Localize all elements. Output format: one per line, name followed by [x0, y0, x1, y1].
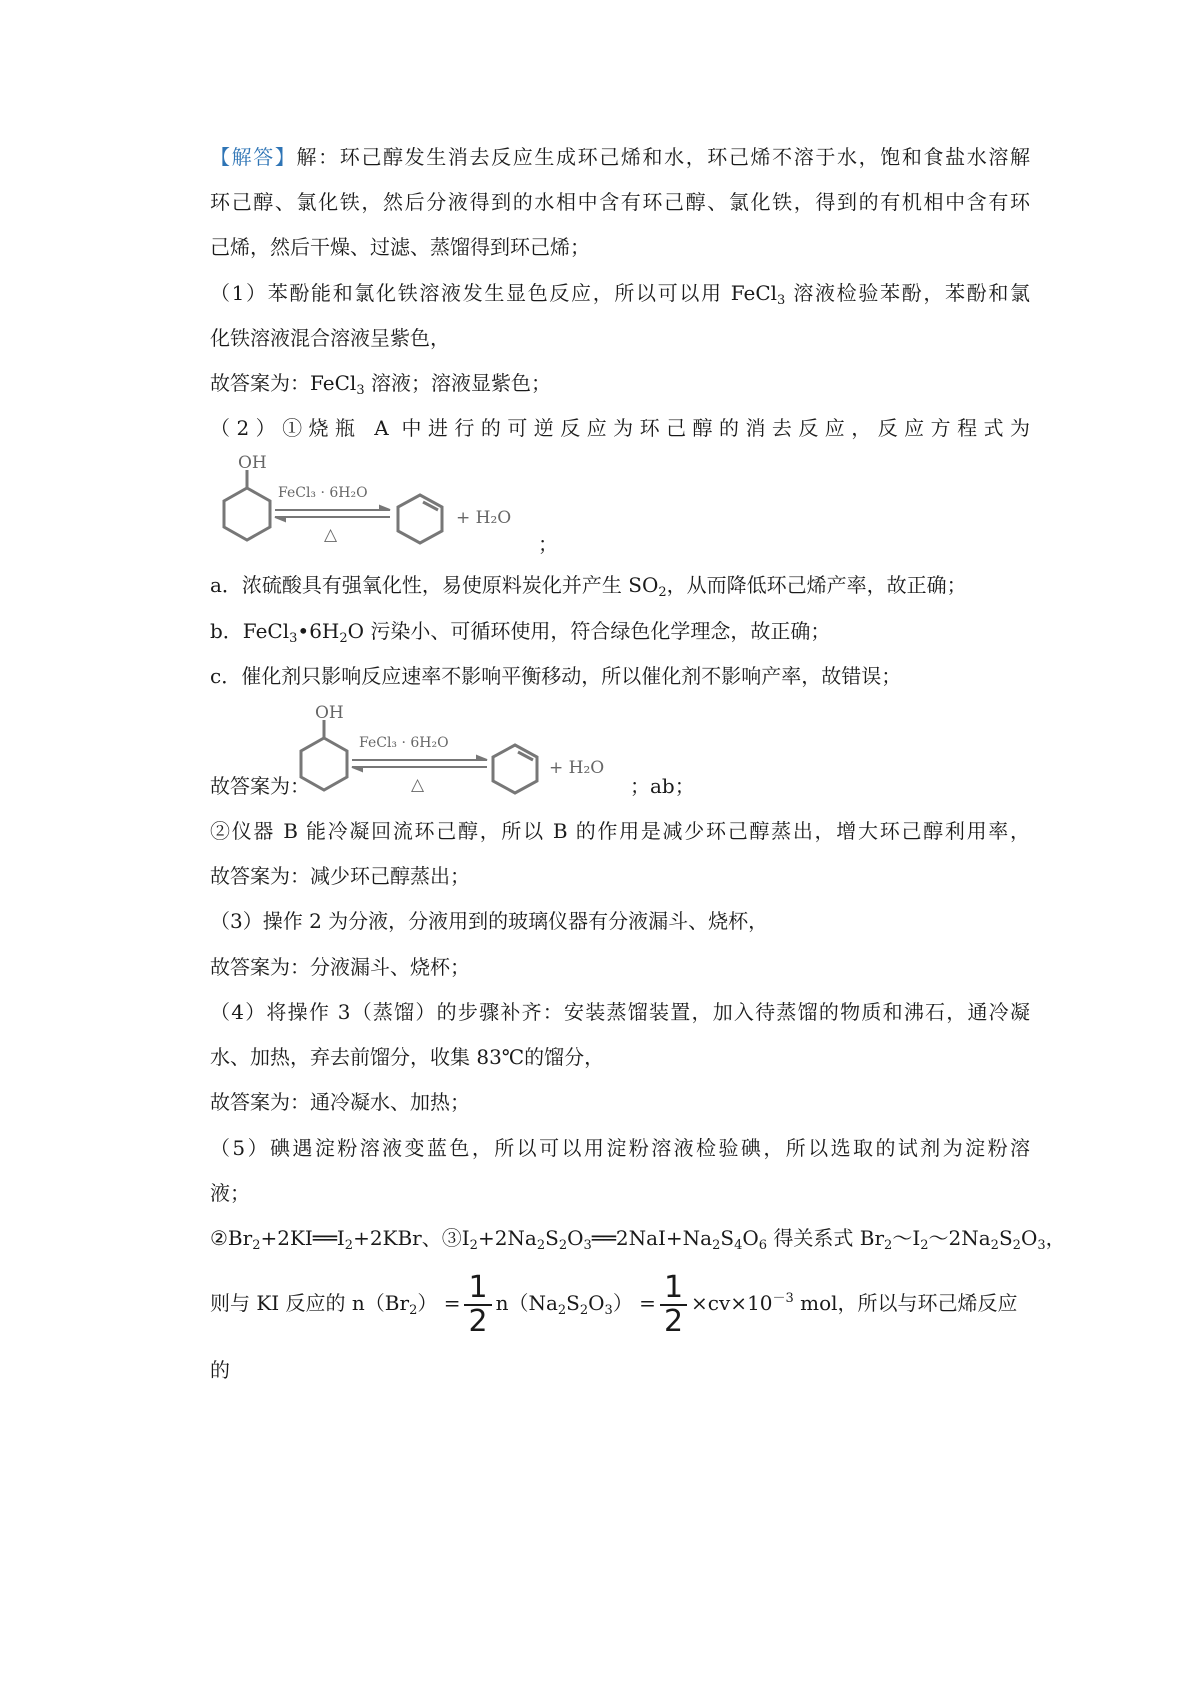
subscript: 3 — [777, 293, 786, 308]
superscript: －3 — [772, 1291, 794, 1306]
text-line-5: 化铁溶液混合溶液呈紫色， — [210, 326, 450, 350]
text-line-2: 环己醇、氯化铁，然后分液得到的水相中含有环己醇、氯化铁，得到的有机相中含有环 — [210, 190, 1030, 214]
text-seg: （1）苯酚能和氯化铁溶液发生显色反应，所以可以用 FeCl — [210, 281, 778, 305]
answer-label: 解答 — [231, 145, 275, 169]
text-seg: ②Br — [210, 1226, 253, 1250]
text-line-b — [210, 617, 1030, 645]
fraction-numerator: 1 — [464, 1272, 491, 1306]
oh-label: OH — [315, 703, 344, 723]
text-line-19: 故答案为：通冷凝水、加热； — [210, 1090, 470, 1114]
catalyst-label: FeCl₃ · 6H₂O — [359, 735, 449, 751]
water-product: + H₂O — [549, 758, 605, 778]
text-seg: 则与 KI 反应的 n（Br — [210, 1291, 410, 1315]
text-seg: S — [566, 1291, 580, 1315]
text-seg: O — [742, 1226, 759, 1250]
text-line-17: （4）将操作 3（蒸馏）的步骤补齐：安装蒸馏装置，加入待蒸馏的物质和沸石，通冷凝 — [210, 1000, 1030, 1024]
text-line-21: 液； — [210, 1181, 250, 1205]
fraction-one-half — [660, 1269, 687, 1339]
cyclohexanol-structure — [224, 470, 270, 540]
text-line-3: 己烯，然后干燥、过滤、蒸馏得到环己烯； — [210, 235, 590, 259]
subscript: 3 — [583, 1238, 592, 1253]
text-line-18: 水、加热，弃去前馏分，收集 83℃的馏分， — [210, 1045, 605, 1069]
reaction-scheme-1 — [210, 450, 540, 562]
text-seg: ） = — [612, 1291, 656, 1315]
text-seg: •6H — [297, 619, 340, 643]
subscript: 3 — [1037, 1238, 1046, 1253]
text-line-13: ②仪器 B 能冷凝回流环己醇，所以 B 的作用是减少环己醇蒸出，增大环己醇利用率， — [210, 819, 1030, 843]
text-seg: ） = — [417, 1291, 461, 1315]
text-line-7: （2）①烧瓶 A 中进行的可逆反应为环己醇的消去反应，反应方程式为 — [210, 416, 1030, 440]
fraction-one-half — [464, 1269, 491, 1339]
subscript: 2 — [558, 1238, 568, 1253]
text-seg: O 污染小、可循环使用，符合绿色化学理念，故正确； — [347, 619, 831, 643]
heat-symbol: △ — [411, 775, 425, 795]
text-seg: a．浓硫酸具有强氧化性，易使原料炭化并产生 SO — [210, 573, 659, 597]
text-seg: S — [545, 1226, 559, 1250]
text-line-a — [210, 571, 1030, 599]
answer-intro: 解：环己醇发生消去反应生成环己烯和水，环己烯不溶于水，饱和食盐水溶解 — [296, 145, 1031, 169]
text-line-answer-2 — [210, 772, 1030, 800]
text-seg: O — [588, 1291, 605, 1315]
fraction-numerator: 1 — [660, 1272, 687, 1306]
text-line-15: （3）操作 2 为分液，分液用到的玻璃仪器有分液漏斗、烧杯， — [210, 909, 769, 933]
subscript: 2 — [990, 1238, 999, 1253]
text-seg: 溶液；溶液显紫色； — [364, 371, 551, 395]
heat-symbol: △ — [324, 525, 338, 545]
text-line-16: 故答案为：分液漏斗、烧杯； — [210, 955, 470, 979]
answer-bracket-open: 【 — [210, 145, 232, 169]
text-seg: ，从而降低环己烯产率，故正确； — [666, 573, 967, 597]
text-seg: 得关系式 Br — [767, 1226, 885, 1250]
text-seg: O — [1020, 1226, 1038, 1250]
subscript: 2 — [557, 1303, 567, 1318]
subscript: 2 — [339, 631, 348, 646]
fraction-denominator: 2 — [468, 1303, 488, 1339]
water-product: + H₂O — [456, 508, 512, 528]
oh-label: OH — [238, 453, 267, 473]
subscript: 2 — [536, 1238, 546, 1253]
subscript: 2 — [712, 1238, 721, 1253]
text-line-24: 的 — [210, 1358, 230, 1382]
subscript: 2 — [1012, 1238, 1021, 1253]
subscript: 6 — [758, 1238, 768, 1253]
answer-bracket-close: 】 — [274, 145, 297, 169]
subscript: 2 — [920, 1238, 929, 1253]
answer-header-line — [210, 143, 1030, 171]
subscript: 2 — [344, 1238, 354, 1253]
text-line-c: c．催化剂只影响反应速率不影响平衡移动，所以催化剂不影响产率，故错误； — [210, 664, 902, 688]
equilibrium-arrow — [275, 506, 390, 521]
subscript: 2 — [658, 585, 667, 600]
text-line-22 — [210, 1224, 1066, 1253]
text-seg: ～2Na — [928, 1226, 991, 1250]
subscript: 2 — [469, 1238, 478, 1253]
text-line-20: （5）碘遇淀粉溶液变蓝色，所以可以用淀粉溶液检验碘，所以选取的试剂为淀粉溶 — [210, 1136, 1030, 1160]
subscript: 2 — [409, 1303, 418, 1318]
subscript: 2 — [579, 1303, 589, 1318]
subscript: 3 — [289, 631, 298, 646]
cyclohexene-structure — [398, 495, 442, 543]
text-seg: 溶液检验苯酚，苯酚和氯 — [785, 281, 1031, 305]
subscript: 2 — [252, 1238, 261, 1253]
answer-2-suffix: ；ab； — [630, 774, 695, 798]
text-line-4 — [210, 279, 1030, 307]
text-seg: 故答案为： — [210, 774, 310, 798]
text-seg: ×cv×10 — [691, 1291, 773, 1315]
text-seg: 故答案为：FeCl — [210, 371, 357, 395]
text-seg: b．FeCl — [210, 619, 290, 643]
text-line-23 — [210, 1268, 1030, 1338]
text-line-6 — [210, 369, 1030, 397]
text-seg: S — [720, 1226, 735, 1250]
text-seg: +2KI══I — [260, 1226, 345, 1250]
subscript: 2 — [884, 1238, 893, 1253]
fraction-denominator: 2 — [663, 1303, 684, 1339]
text-seg: n（Na — [495, 1291, 558, 1315]
catalyst-label: FeCl₃ · 6H₂O — [278, 485, 368, 501]
text-seg: +2Na — [477, 1226, 537, 1250]
text-seg: S — [998, 1226, 1013, 1250]
subscript: 3 — [356, 383, 365, 398]
text-seg: ， — [1045, 1226, 1066, 1250]
scheme-1-semicolon: ； — [538, 532, 558, 556]
text-seg: +2KBr、③I — [353, 1226, 470, 1250]
subscript: 4 — [734, 1238, 743, 1253]
text-seg: ～I — [892, 1226, 921, 1250]
subscript: 3 — [604, 1303, 613, 1318]
text-seg: mol，所以与环己烯反应 — [793, 1291, 1018, 1315]
text-line-14: 故答案为：减少环己醇蒸出； — [210, 864, 470, 888]
equilibrium-arrow — [352, 756, 487, 771]
text-seg: O — [567, 1226, 584, 1250]
text-seg: ══2NaI+Na — [591, 1226, 713, 1250]
